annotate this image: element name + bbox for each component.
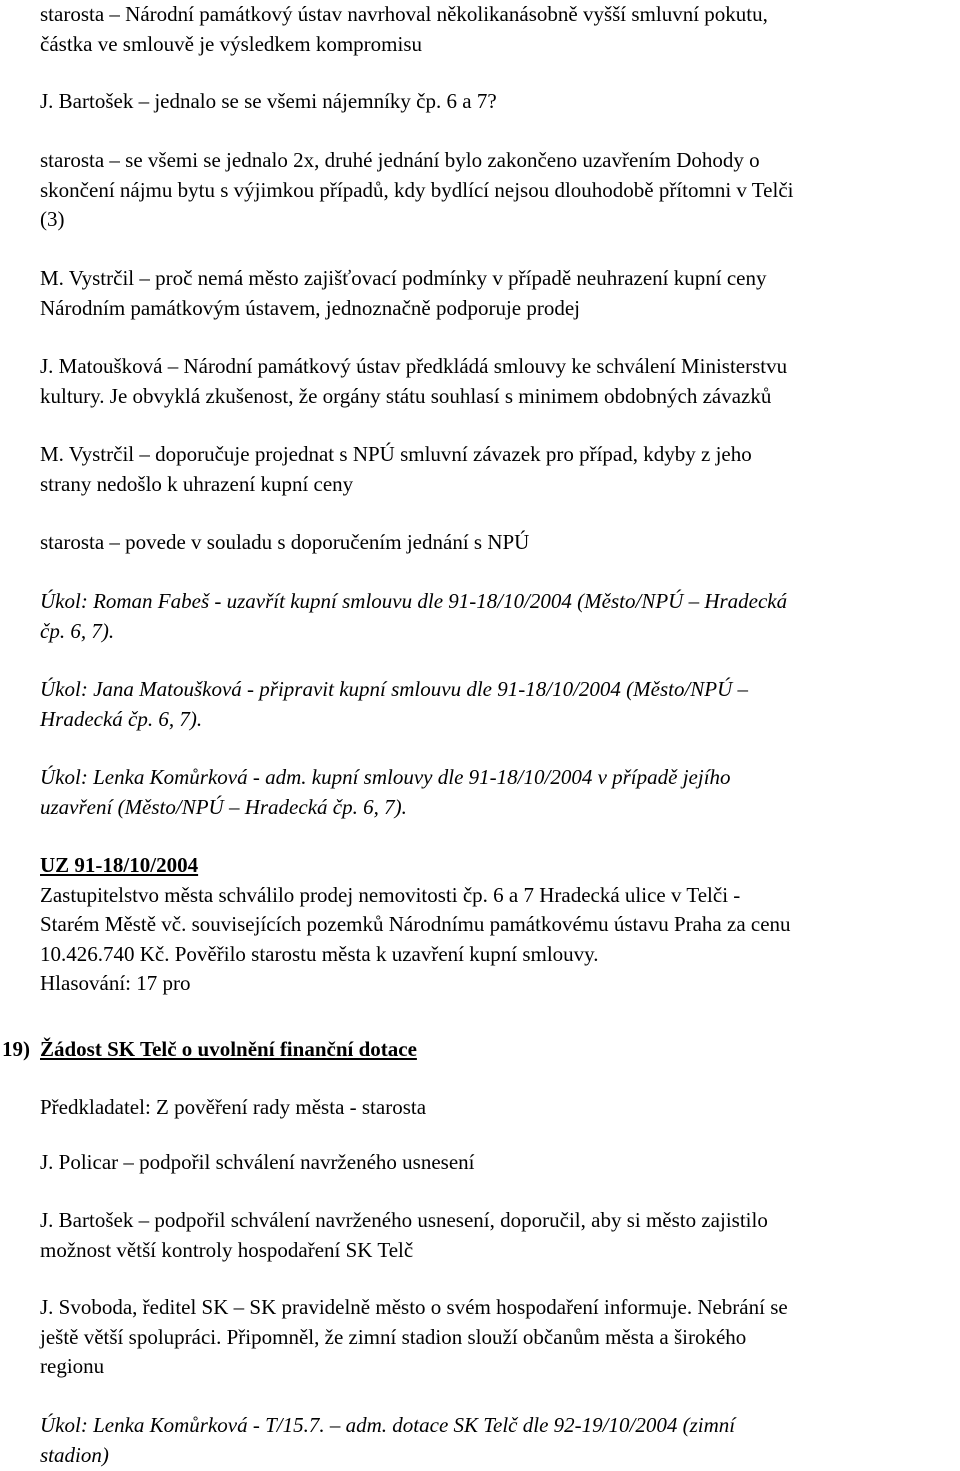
text-line: Zastupitelstvo města schválilo prodej nemovitosti čp. 6 a 7 Hradecká ulice v Telči - xyxy=(40,882,741,907)
text-line: M. Vystrčil – doporučuje projednat s NPÚ smluvní závazek pro případ, kdyby z jeho xyxy=(40,442,752,466)
text-line: čp. 6, 7). xyxy=(40,618,115,643)
text-line: J. Matoušková – Národní památkový ústav předkládá smlouvy ke schválení Ministerstvu xyxy=(40,354,788,378)
text-line: J. Svoboda, ředitel SK – SK pravidelně město o svém hospodaření informuje. Nebrání se xyxy=(40,1295,788,1319)
paragraph-bartosek-question xyxy=(40,87,955,117)
paragraph-starosta-tenants xyxy=(40,146,955,235)
paragraph-predkladatel xyxy=(40,1093,955,1123)
resolution-number: UZ 91-18/10/2004 xyxy=(40,853,199,877)
task-komurkova-contract xyxy=(40,763,955,822)
text-line: Hradecká čp. 6, 7). xyxy=(40,706,203,731)
resolution-uz-91-18 xyxy=(40,851,955,999)
text-line: J. Bartošek – podpořil schválení navrženého usnesení, doporučil, aby si město zajistilo xyxy=(40,1208,768,1232)
task-komurkova-dotace xyxy=(40,1411,955,1470)
text-line: starosta – se všemi se jednalo 2x, druhé jednání bylo zakončeno uzavřením Dohody o xyxy=(40,148,760,172)
text-line: stadion) xyxy=(40,1442,109,1467)
voting-result: Hlasování: 17 pro xyxy=(40,971,191,995)
paragraph-vystrcil-conditions xyxy=(40,264,955,323)
text-line: M. Vystrčil – proč nemá město zajišťovací podmínky v případě neuhrazení kupní ceny xyxy=(40,266,767,290)
text-line: ještě větší spolupráci. Připomněl, že zimní stadion slouží občanům města a širokého xyxy=(40,1324,747,1349)
task-fabes xyxy=(40,587,955,646)
text-line: 10.426.740 Kč. Pověřilo starostu města k uzavření kupní smlouvy. xyxy=(40,941,599,966)
text-line: J. Policar – podpořil schválení navrženého usnesení xyxy=(40,1150,475,1174)
text-line: kultury. Je obvyklá zkušenost, že orgány státu souhlasí s minimem obdobných závazků xyxy=(40,383,772,408)
text-line: strany nedošlo k uhrazení kupní ceny xyxy=(40,471,354,496)
text-line: částka ve smlouvě je výsledkem kompromisu xyxy=(40,31,423,56)
text-line: starosta – Národní památkový ústav navrhoval několikanásobně vyšší smluvní pokutu, xyxy=(40,2,768,26)
paragraph-starosta-negotiation xyxy=(40,528,955,558)
paragraph-svoboda xyxy=(40,1293,955,1382)
task-matouskova xyxy=(40,675,955,734)
section-title: Žádost SK Telč o uvolnění finanční dotace xyxy=(40,1037,417,1061)
text-line: Úkol: Lenka Komůrková - T/15.7. – adm. dotace SK Telč dle 92-19/10/2004 (zimní xyxy=(40,1413,736,1437)
text-line: regionu xyxy=(40,1354,105,1378)
paragraph-vystrcil-recommendation xyxy=(40,440,955,499)
paragraph-starosta-penalty xyxy=(40,0,955,59)
text-line: Úkol: Lenka Komůrková - adm. kupní smlouvy dle 91-18/10/2004 v případě jejího xyxy=(40,765,731,789)
text-line: možnost větší kontroly hospodaření SK Telč xyxy=(40,1237,414,1262)
paragraph-policar xyxy=(40,1148,955,1178)
text-line: Úkol: Jana Matoušková - připravit kupní smlouvu dle 91-18/10/2004 (Město/NPÚ – xyxy=(40,677,749,701)
text-line: uzavření (Město/NPÚ – Hradecká čp. 6, 7). xyxy=(40,794,407,819)
paragraph-matouskova-ministry xyxy=(40,352,955,411)
text-line: skončení nájmu bytu s výjimkou případů, kdy bydlící nejsou dlouhodobě přítomni v Telči xyxy=(40,177,794,202)
text-line: Starém Městě vč. souvisejících pozemků Národnímu památkovému ústavu Praha za cenu xyxy=(40,912,791,936)
text-line: starosta – povede v souladu s doporučením jednání s NPÚ xyxy=(40,530,530,554)
section-heading-19 xyxy=(2,1035,942,1065)
paragraph-bartosek-support xyxy=(40,1206,955,1265)
text-line: J. Bartošek – jednalo se se všemi nájemníky čp. 6 a 7? xyxy=(40,89,497,113)
text-line: Úkol: Roman Fabeš - uzavřít kupní smlouvu dle 91-18/10/2004 (Město/NPÚ – Hradecká xyxy=(40,589,788,613)
text-line: (3) xyxy=(40,207,65,231)
text-line: Národním památkovým ústavem, jednoznačně podporuje prodej xyxy=(40,295,581,320)
text-line: Předkladatel: Z pověření rady města - starosta xyxy=(40,1095,427,1119)
section-number: 19) xyxy=(2,1037,30,1061)
